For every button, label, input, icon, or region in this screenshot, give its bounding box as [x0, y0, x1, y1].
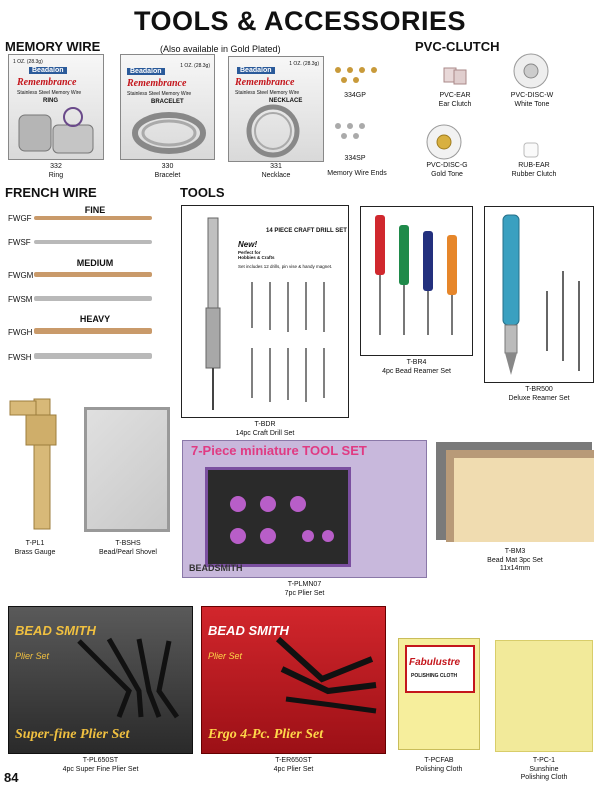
fwsh-wire: [34, 353, 152, 359]
brass-gauge-caption: T-PL1 Brass Gauge: [14, 540, 56, 556]
fwgh-wire: [34, 328, 152, 334]
sunshine-cloth-image: [495, 640, 593, 752]
memory-wire-ends-image: [330, 60, 380, 160]
fwsm-label: FWSM: [8, 295, 33, 304]
super-fine-caption: T-PL650ST 4pc Super Fine Plier Set: [62, 757, 139, 773]
page-title: TOOLS & ACCESSORIES: [133, 6, 467, 36]
fwsf-label: FWSF: [8, 238, 31, 247]
ergo-pliers-image: [272, 629, 382, 721]
memory-wire-ring-caption: 332 Ring: [48, 163, 64, 179]
memory-wire-necklace-caption: 331 Necklace: [261, 163, 291, 179]
deluxe-reamer-box: [484, 206, 594, 383]
mini-tool-set-caption: T-PLMN07 7pc Plier Set: [284, 581, 325, 597]
deluxe-reamer-caption: T-BR500 Deluxe Reamer Set: [508, 386, 570, 402]
fwsh-label: FWSH: [8, 353, 32, 362]
fwsf-wire: [34, 240, 152, 244]
medium-label: MEDIUM: [76, 258, 114, 268]
drill-set-caption: T-BDR 14pc Craft Drill Set: [235, 421, 295, 437]
heavy-label: HEAVY: [79, 314, 111, 324]
tools-heading: TOOLS: [180, 185, 225, 200]
bead-shovel-image: [84, 407, 170, 532]
ends-sp-code: 334SP: [344, 155, 366, 162]
pvc-disc-w-caption: PVC-DISC-W White Tone: [510, 92, 554, 108]
fine-label: FINE: [84, 205, 106, 215]
polishing-cloth-package: Fabulustre POLISHING CLOTH: [398, 638, 480, 750]
fwgm-wire: [34, 272, 152, 277]
bracelet-coil-image: [125, 105, 213, 157]
disc-gold-image: [424, 122, 464, 162]
memory-wire-heading: MEMORY WIRE: [5, 39, 101, 54]
ergo-plier-package: BEAD SMITH Plier Set Ergo 4-Pc. Plier Set: [201, 606, 386, 754]
fwsm-wire: [34, 296, 152, 301]
pin-vise-image: [200, 214, 226, 414]
disc-white-image: [510, 50, 552, 90]
deluxe-reamer-image: [489, 211, 591, 379]
memory-wire-note: (Also available in Gold Plated): [160, 44, 281, 54]
pvc-ear-caption: PVC-EAR Ear Clutch: [438, 92, 472, 108]
mini-tool-set-package: 7-Piece miniature TOOL SET BEADSMITH: [182, 440, 427, 578]
rub-ear-caption: RUB-EAR Rubber Clutch: [511, 162, 557, 178]
brass-gauge-image: [6, 395, 68, 533]
french-wire-heading: FRENCH WIRE: [5, 185, 97, 200]
fwgm-label: FWGM: [8, 271, 34, 280]
ergo-caption: T-ER650ST 4pc Plier Set: [273, 757, 314, 773]
bead-reamers-image: [365, 211, 469, 351]
page-number: 84: [4, 770, 19, 785]
reamer-set-box: [360, 206, 473, 356]
pvc-clutch-heading: PVC-CLUTCH: [415, 39, 500, 54]
super-fine-plier-package: BEAD SMITH Plier Set Super-fine Plier Set: [8, 606, 193, 754]
fwgf-wire: [34, 216, 152, 220]
rubber-clutch-image: [520, 140, 544, 160]
ring-coil-image: [13, 105, 101, 157]
memory-wire-ring-package: 1 OZ. (28.3g) Beadalon Remembrance Stainless Steel Memory Wire RING: [8, 54, 104, 160]
shovel-caption: T-BSHS Bead/Pearl Shovel: [99, 540, 157, 556]
pvc-disc-g-caption: PVC-DISC-G Gold Tone: [426, 162, 468, 178]
ends-caption: Memory Wire Ends: [327, 170, 387, 177]
fwgh-label: FWGH: [8, 328, 33, 337]
bead-mat-cream: [454, 458, 594, 542]
ear-clutch-image: [440, 64, 470, 88]
drill-set-box: 14 PIECE CRAFT DRILL SET New! Perfect for Hobbies & Crafts Set includes 12 drills, pin vise & handy magnet.: [181, 205, 349, 418]
memory-wire-bracelet-package: 1 OZ. (28.3g) Beadalon Remembrance Stainless Steel Memory Wire BRACELET: [120, 54, 215, 160]
fwgf-label: FWGF: [8, 214, 32, 223]
drill-bits-image: [242, 278, 342, 408]
ends-gp-code: 334GP: [344, 92, 366, 99]
sunshine-caption: T-PC-1 Sunshine Polishing Cloth: [520, 757, 568, 781]
plier-case-image: [205, 467, 351, 567]
memory-wire-bracelet-caption: 330 Bracelet: [154, 163, 181, 179]
memory-wire-necklace-package: 1 OZ. (28.3g) Beadalon Remembrance Stainless Steel Memory Wire NECKLACE: [228, 56, 324, 162]
bead-mat-caption: T-BM3 Bead Mat 3pc Set 11x14mm: [487, 548, 543, 572]
reamer-set-caption: T-BR4 4pc Bead Reamer Set: [382, 359, 451, 375]
polishing-cloth-caption: T-PCFAB Polishing Cloth: [415, 757, 463, 773]
necklace-coil-image: [233, 103, 321, 159]
super-fine-pliers-image: [69, 631, 189, 721]
